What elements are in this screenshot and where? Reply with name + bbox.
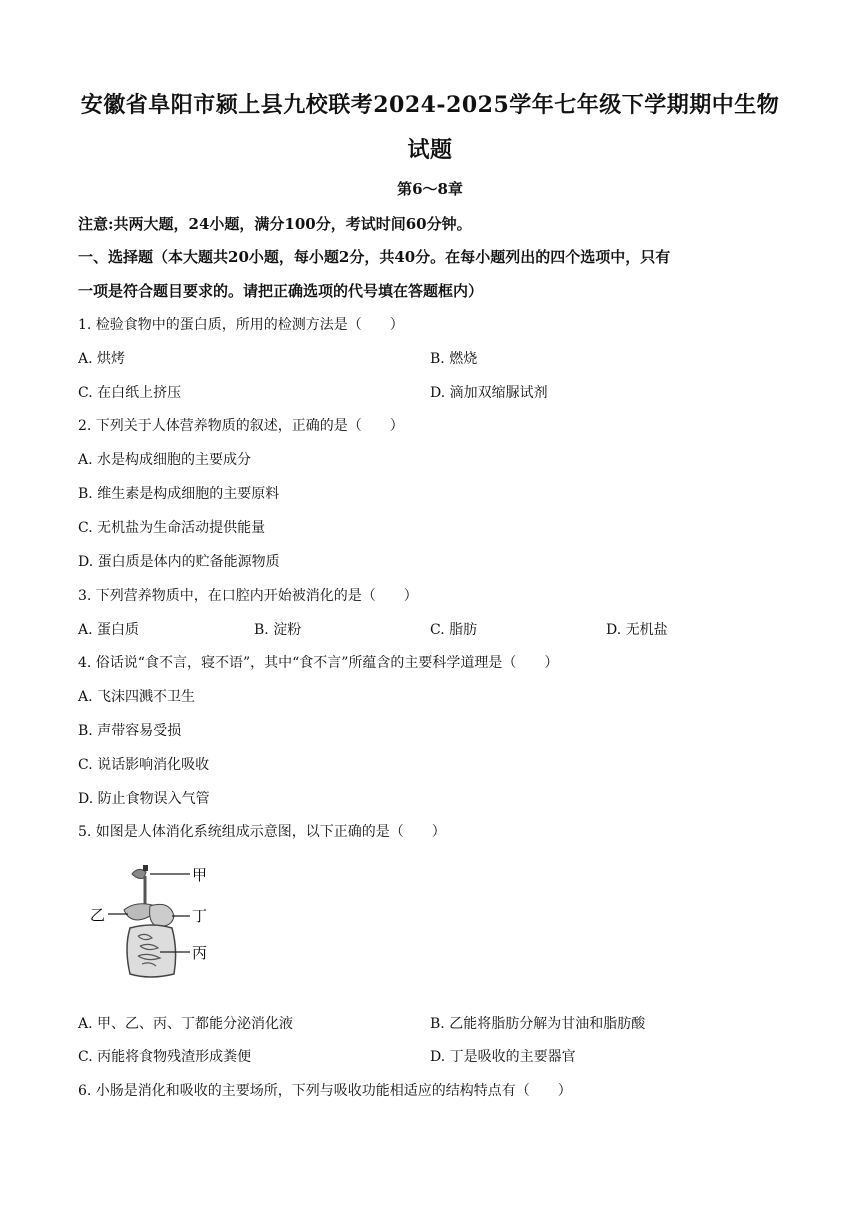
q4-option-d: D. 防止食物误入气管	[78, 791, 210, 807]
q5-option-d: D. 丁是吸收的主要器官	[430, 1049, 576, 1065]
q3-option-b: B. 淀粉	[254, 622, 302, 638]
section-heading-line2: 一项是符合题目要求的。请把正确选项的代号填在答题框内）	[78, 282, 484, 300]
q1-option-d: D. 滴加双缩脲试剂	[430, 385, 548, 401]
label-yi: 乙	[90, 906, 106, 924]
label-bing: 丙	[192, 944, 208, 962]
label-ding: 丁	[192, 907, 208, 925]
label-jia: 甲	[192, 866, 208, 884]
q4-option-c: C. 说话影响消化吸收	[78, 757, 210, 773]
question-6-stem: 6. 小肠是消化和吸收的主要场所，下列与吸收功能相适应的结构特点有（ ）	[78, 1083, 572, 1099]
q1-option-a: A. 烘烤	[78, 351, 126, 367]
q5-option-b: B. 乙能将脂肪分解为甘油和脂肪酸	[430, 1016, 646, 1032]
exam-notice: 注意:共两大题，24小题，满分100分，考试时间60分钟。	[78, 215, 472, 233]
q5-option-c: C. 丙能将食物残渣形成粪便	[78, 1049, 252, 1065]
q3-option-a: A. 蛋白质	[78, 622, 140, 638]
q3-option-d: D. 无机盐	[606, 622, 668, 638]
page-title: 安徽省阜阳市颍上县九校联考2024-2025学年七年级下学期期中生物	[80, 92, 780, 118]
question-5-stem: 5. 如图是人体消化系统组成示意图，以下正确的是（ ）	[78, 824, 446, 840]
q1-option-c: C. 在白纸上挤压	[78, 385, 182, 401]
q3-option-c: C. 脂肪	[430, 622, 478, 638]
chapter-range: 第6～8章	[397, 180, 463, 198]
question-1-stem: 1. 检验食物中的蛋白质，所用的检测方法是（ ）	[78, 317, 404, 333]
q4-option-a: A. 飞沫四溅不卫生	[78, 689, 196, 705]
q2-option-a: A. 水是构成细胞的主要成分	[78, 452, 252, 468]
section-heading-line1: 一、选择题（本大题共20小题，每小题2分，共40分。在每小题列出的四个选项中，只有	[78, 248, 671, 266]
page-title-continued: 试题	[407, 137, 453, 163]
q4-option-b: B. 声带容易受损	[78, 723, 182, 739]
q2-option-c: C. 无机盐为生命活动提供能量	[78, 520, 266, 536]
question-2-stem: 2. 下列关于人体营养物质的叙述，正确的是（ ）	[78, 418, 404, 434]
q5-option-a: A. 甲、乙、丙、丁都能分泌消化液	[78, 1016, 294, 1032]
q1-option-b: B. 燃烧	[430, 351, 478, 367]
question-4-stem: 4. 俗话说“食不言，寝不语”，其中“食不言”所蕴含的主要科学道理是（ ）	[78, 655, 559, 671]
q2-option-d: D. 蛋白质是体内的贮备能源物质	[78, 554, 280, 570]
question-3-stem: 3. 下列营养物质中，在口腔内开始被消化的是（ ）	[78, 588, 418, 604]
q2-option-b: B. 维生素是构成细胞的主要原料	[78, 486, 280, 502]
digestive-system-diagram	[90, 858, 230, 988]
digestive-system-figure	[90, 858, 230, 988]
